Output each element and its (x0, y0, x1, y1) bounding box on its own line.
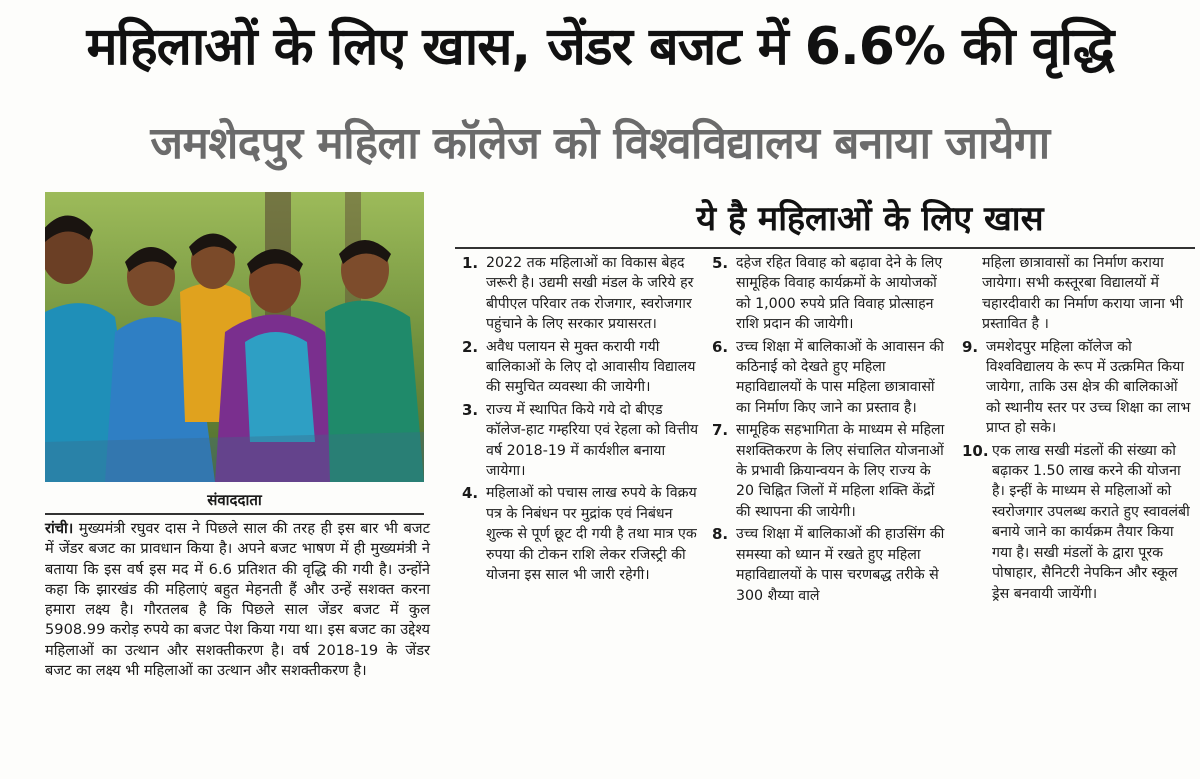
box-title: ये है महिलाओं के लिए खास (696, 199, 1044, 239)
women-group-photo (45, 192, 424, 482)
item-text: दहेज रहित विवाह को बढ़ावा देने के लिए सामूहिक विवाह कार्यक्रमों के आयोजकों को 1,000 रुपये प्रति विवाह प्रोत्साहन राशि प्रदान की जायेगी। (736, 255, 943, 333)
item-text: सामूहिक सहभागिता के माध्यम से महिला सशक्तिकरण के लिए संचालित योजनाओं के प्रभावी क्रियान्वयन के लिए राज्य के 20 चिह्नित जिलों में महिला शक्ति केंद्रों की स्थापना की जायेगी। (736, 422, 945, 520)
byline: संवाददाता (207, 491, 262, 509)
lead-text: मुख्यमंत्री रघुवर दास ने पिछले साल की तरह ही इस बार भी बजट में जेंडर बजट का प्रावधान किया है। अपने बजट भाषण में ही मुख्यमंत्री ने बताया कि इस वर्ष इस मद में 6.6 प्रतिशत की वृद्धि की गयी है। उन्होंने कहा कि झारखंड की महिलाएं बहुत मेहनती हैं और उन्हें सशक्त करना हमारा लक्ष्य है। गौरतलब है कि पिछले साल जेंडर बजट में कुल 5908.99 करोड़ रुपये का बजट पेश किया गया था। इस बजट का उद्देश्य महिलाओं का उत्थान और सशक्तीकरण है। वर्ष 2018-19 के जेंडर बजट का लक्ष्य भी महिलाओं का उत्थान और सशक्तीकरण है। (45, 520, 430, 680)
points-column-1 (462, 253, 700, 588)
list-item (462, 483, 700, 585)
item-number: 4. (462, 484, 479, 503)
points-column-3 (962, 253, 1194, 606)
item-text: उच्च शिक्षा में बालिकाओं की हाउसिंग की समस्या को ध्यान में रखते हुए महिला महाविद्यालयों के पास चरणबद्ध तरीके से 300 शैय्या वाले (736, 526, 945, 604)
lead-paragraph (45, 519, 430, 681)
list-item (712, 337, 950, 419)
item-text: महिलाओं को पचास लाख रुपये के विक्रय पत्र के निबंधन पर मुद्रांक एवं निबंधन शुल्क से पूर्ण छूट दी गयी है तथा मात्र एक रुपया की टोकन राशि लेकर रजिस्ट्री की योजना इस साल भी जारी रहेगी। (486, 485, 697, 584)
dateline: रांची। (45, 520, 74, 537)
item-number: 8. (712, 525, 729, 544)
item-text: एक लाख सखी मंडलों की संख्या को बढ़ाकर 1.50 लाख करने की योजना है। इन्हीं के माध्यम से महिलाओं को स्वरोजगार उपलब्ध कराते हुए स्वावलंबी बनाये जाने का कार्यक्रम तैयार किया गया है। सखी मंडलों के द्वारा पूरक पोषाहार, सैनिटरी नेपकिन और स्कूल ड्रेस बनवायी जायेंगी। (992, 442, 1190, 602)
headline: महिलाओं के लिए खास, जेंडर बजट में 6.6% की वृद्धि (86, 17, 1114, 77)
list-item (712, 253, 950, 335)
subheadline: जमशेदपुर महिला कॉलेज को विश्वविद्यालय बनाया जायेगा (150, 118, 1050, 169)
box-title-rule (455, 247, 1195, 249)
points-column-2 (712, 253, 950, 608)
byline-rule (45, 513, 424, 515)
item-number: 9. (962, 337, 979, 356)
item-text: जमशेदपुर महिला कॉलेज को विश्वविद्यालय के रूप में उत्क्रमित किया जायेगा, ताकि उस क्षेत्र की बालिकाओं को स्थानीय स्तर पर उच्च शिक्षा का लाभ प्राप्त हो सके। (986, 338, 1191, 437)
list-item-continued (962, 253, 1194, 335)
list-item (712, 420, 950, 522)
item-number: 1. (462, 254, 479, 272)
item-text: राज्य में स्थापित किये गये दो बीएड कॉलेज-हाट गम्हरिया एवं रेहला को वित्तीय वर्ष 2018-19 में कार्यशील बनाया जायेगा। (486, 401, 699, 480)
item-number: 7. (712, 421, 729, 440)
item-number: 2. (462, 337, 479, 356)
list-item (962, 441, 1194, 604)
list-item (712, 524, 950, 606)
list-item (462, 337, 700, 398)
item-text: महिला छात्रावासों का निर्माण कराया जायेगा। सभी कस्तूरबा विद्यालयों में चहारदीवारी का निर्माण कराया जाना भी प्रस्तावित है । (982, 255, 1184, 333)
item-number: 3. (462, 400, 479, 419)
list-item (962, 337, 1194, 439)
item-number: 6. (712, 337, 729, 356)
item-text: उच्च शिक्षा में बालिकाओं के आवासन की कठिनाई को देखते हुए महिला महाविद्यालयों के पास महिला छात्रावासों का निर्माण किए जाने का प्रस्ताव है। (736, 338, 944, 416)
list-item (462, 253, 700, 335)
item-number: 10. (962, 441, 989, 460)
item-number: 5. (712, 254, 729, 272)
list-item (462, 400, 700, 482)
item-text: 2022 तक महिलाओं का विकास बेहद जरूरी है। उद्यमी सखी मंडल के जरिये हर बीपीएल परिवार तक रोजगार, स्वरोजगार पहुंचाने के लिए सरकार प्रयासरत। (486, 255, 694, 333)
news-photo (45, 192, 424, 482)
item-text: अवैध पलायन से मुक्त करायी गयी बालिकाओं के लिए दो आवासीय विद्यालय की समुचित व्यवस्था की जायेगी। (486, 338, 696, 396)
